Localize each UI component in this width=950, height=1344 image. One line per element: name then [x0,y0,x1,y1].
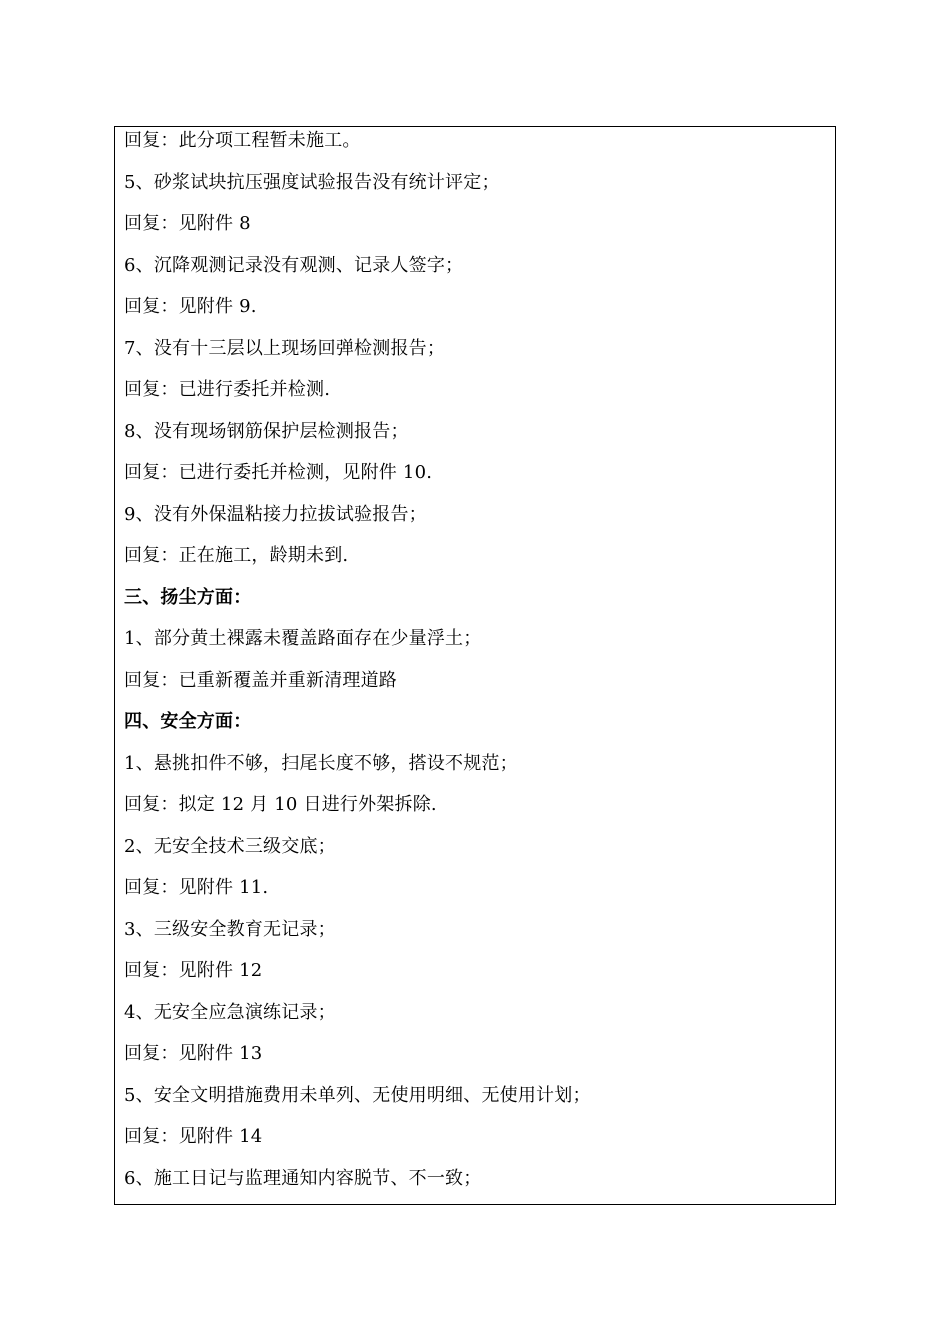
reply-line-attachment-12: 回复：见附件 12 [124,960,263,981]
reply-line-attachment-10: 回复：已进行委托并检测，见附件 10. [124,462,433,483]
reply-line-attachment-13: 回复：见附件 13 [124,1043,263,1064]
content-table-cell [114,126,836,1205]
reply-line-attachment-8: 回复：见附件 8 [124,213,251,234]
item-line-emergency-drill: 4、无安全应急演练记录； [124,1002,336,1023]
item-line-construction-diary: 6、施工日记与监理通知内容脱节、不一致； [124,1168,482,1189]
item-line-safety-briefing: 2、无安全技术三级交底； [124,836,336,857]
item-line-safety-education: 3、三级安全教育无记录； [124,919,336,940]
section-heading-dust: 三、扬尘方面： [124,587,252,608]
reply-line-recovered-road: 回复：已重新覆盖并重新清理道路 [124,670,397,691]
reply-line-construction-not-started: 回复：此分项工程暂未施工。 [124,130,361,151]
item-line-cantilever-fasteners: 1、悬挑扣件不够，扫尾长度不够，搭设不规范； [124,753,518,774]
item-line-rebar-cover-report: 8、没有现场钢筋保护层检测报告； [124,421,409,442]
item-line-exposed-soil: 1、部分黄土裸露未覆盖路面存在少量浮土； [124,628,482,649]
reply-line-attachment-14: 回复：见附件 14 [124,1126,263,1147]
item-line-insulation-pull-test: 9、没有外保温粘接力拉拔试验报告； [124,504,427,525]
section-heading-safety: 四、安全方面： [124,711,252,732]
item-line-mortar-test-report: 5、砂浆试块抗压强度试验报告没有统计评定； [124,172,500,193]
item-line-safety-expenses: 5、安全文明措施费用未单列、无使用明细、无使用计划； [124,1085,591,1106]
reply-line-commissioned-test: 回复：已进行委托并检测. [124,379,331,400]
item-line-rebound-test-report: 7、没有十三层以上现场回弹检测报告； [124,338,446,359]
reply-line-attachment-9: 回复：见附件 9. [124,296,257,317]
reply-line-attachment-11: 回复：见附件 11. [124,877,269,898]
reply-line-scaffold-removal: 回复：拟定 12 月 10 日进行外架拆除. [124,794,437,815]
item-line-settlement-record: 6、沉降观测记录没有观测、记录人签字； [124,255,464,276]
reply-line-curing-period: 回复：正在施工，龄期未到. [124,545,349,566]
